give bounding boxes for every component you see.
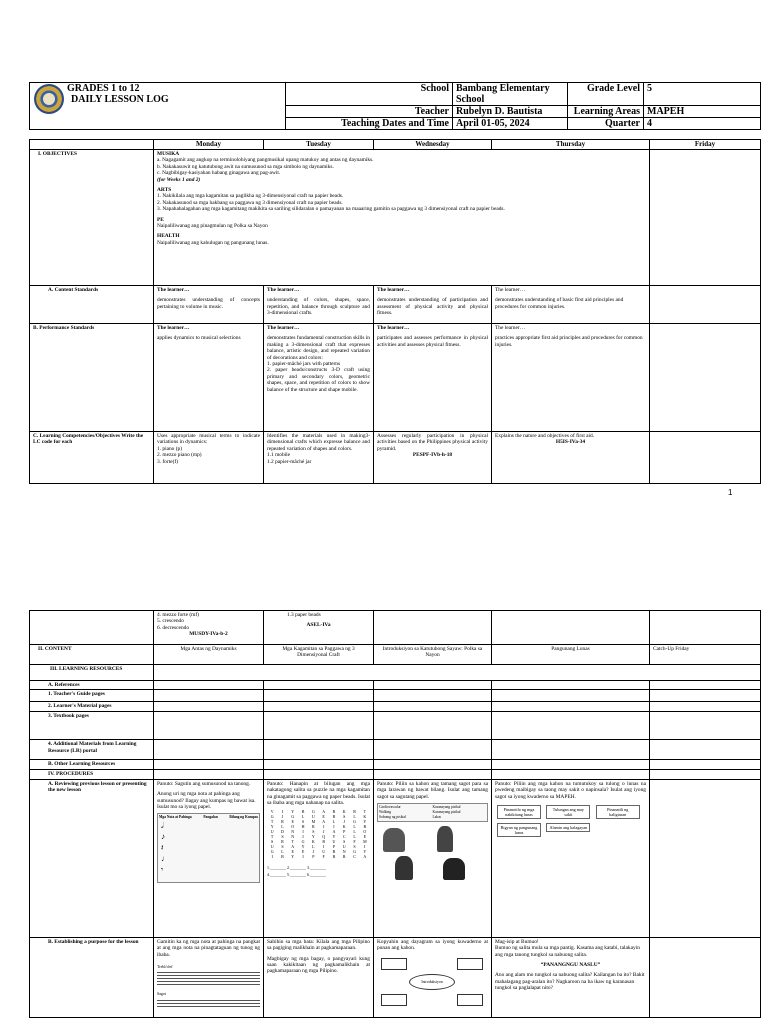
puzzle-letter: J — [322, 829, 325, 835]
puzzle-letter: S — [281, 844, 284, 850]
puzzle-letter: J — [343, 819, 346, 825]
puzzle-letter: I — [302, 829, 304, 835]
puzzle-letter: N — [342, 849, 346, 855]
puzzle-letter: G — [270, 814, 274, 820]
puzzle-letter: Y — [332, 834, 336, 840]
notes-table-image — [157, 813, 260, 883]
health-heading: HEALTH — [157, 233, 180, 240]
quarter-label: Quarter — [568, 118, 644, 130]
puzzle-letter: P — [343, 829, 346, 835]
competency-item: 1.3 paper beads — [287, 612, 321, 618]
activity-pictures — [377, 826, 488, 884]
the-learner-label: The learner… — [267, 325, 300, 331]
puzzle-letter: N — [291, 829, 295, 835]
puzzle-letter: L — [353, 824, 356, 830]
arts-heading: ARTS — [157, 187, 172, 194]
puzzle-letter: I — [271, 854, 273, 860]
performance-standard-item: 2. paper beads/constructs 3-D craft using primary and secondary colors, geometric shapes, space, and repetition of colors to show balance of the structure and shape mobile. — [267, 367, 370, 393]
grade-level-label: Grade Level — [568, 83, 644, 106]
teacher-value: Rubelyn D. Bautista — [453, 106, 568, 118]
learning-areas-label: Learning Areas — [568, 106, 644, 118]
purpose-instruction: Mag-isip at Bumuo! — [495, 938, 539, 945]
concept-diagram — [377, 952, 488, 1004]
puzzle-letter: E — [363, 834, 367, 840]
competencies-monday — [154, 432, 264, 484]
competency-item: 3. forte(f) — [157, 458, 178, 465]
objectives-friday — [650, 150, 761, 286]
puzzle-letter: H — [301, 824, 305, 830]
puzzle-letter: P — [312, 854, 315, 860]
puzzle-letter: G — [311, 809, 315, 815]
purpose-friday — [650, 937, 761, 1017]
puzzle-letter: G — [353, 819, 356, 825]
puzzle-letter: Y — [301, 844, 305, 850]
performance-standards-monday — [154, 324, 264, 432]
person-figure-icon — [383, 828, 405, 852]
arts-item: 2. Nakakasunod sa mga hakbang sa paggawa ng 3 dimensiyonal craft na papier beads. — [157, 199, 343, 206]
puzzle-letter: S — [312, 829, 315, 835]
procedures-label: IV. PROCEDURES — [30, 770, 154, 779]
school-label: School — [286, 83, 453, 106]
the-learner-label: The learner… — [377, 325, 410, 331]
puzzle-letter: Q — [322, 834, 326, 840]
puzzle-letter: E — [291, 849, 294, 855]
competency-text: Explains the nature and objectives of first aid. — [495, 433, 595, 439]
notes-col-header: Bilang ng Kumpas — [229, 815, 258, 820]
additional-materials-label: 4. Additional Materials from Learning Resource (LR) portal — [30, 740, 154, 760]
puzzle-letter: L — [353, 814, 356, 820]
staff-label: Sagot — [157, 991, 167, 997]
puzzle-letter: A — [363, 854, 367, 860]
puzzle-letter: M — [363, 839, 367, 845]
day-header-thursday: Thursday — [492, 140, 650, 150]
puzzle-letter: S — [353, 844, 356, 850]
puzzle-letter: L — [281, 849, 284, 855]
review-question: Anong uri ng mga nota at pahinga ang sumusunod? Ilagay ang kumpas ng bawat isa. Isulat mo sa iyong papel. — [157, 791, 256, 811]
scrambled-word: “PANANGNGU NASLU” — [540, 962, 601, 969]
puzzle-letter: S — [281, 834, 284, 840]
notes-col-header: Pangalan — [203, 815, 218, 820]
puzzle-letter: A — [291, 844, 295, 850]
content-standards-friday — [650, 286, 761, 324]
purpose-instruction: Sabihin sa mga bata: Kilala ang mga Pilipino sa pagiging malikhain at pagkamaparaan. — [267, 938, 370, 952]
resources-row — [154, 665, 761, 681]
diagram-box — [457, 994, 483, 1006]
dates-label: Teaching Dates and Time — [286, 118, 453, 130]
performance-standards-wednesday — [374, 324, 492, 432]
competency-item: 5. crescendo — [157, 618, 184, 625]
review-wednesday — [374, 779, 492, 937]
pe-item: Naipaliliwanag ang pinagmulan ng Polka sa Nayon — [157, 223, 268, 230]
puzzle-letter: A — [322, 819, 326, 825]
person-figure-icon — [395, 856, 413, 880]
puzzle-letter: Y — [270, 824, 274, 830]
puzzle-letter: R — [332, 854, 336, 860]
content-standards-label: A. Content Standards — [30, 286, 154, 324]
the-learner-label: The learner… — [495, 287, 526, 293]
content-standard-text: demonstrates understanding of participation and assessment of physical activity and physical fitness. — [377, 297, 488, 317]
puzzle-letter: B — [332, 849, 336, 855]
competencies-friday — [650, 432, 761, 484]
answer-bubble: Alamin ang kalagayan — [546, 823, 590, 832]
puzzle-letter: C — [353, 854, 356, 860]
header-table — [29, 82, 761, 130]
puzzle-letter: S — [271, 839, 274, 845]
corner-cell — [30, 140, 154, 150]
review-friday — [650, 779, 761, 937]
continuation-monday — [154, 611, 264, 645]
choice-text: Sobrang ng pisikal — [379, 815, 406, 820]
performance-standards-friday — [650, 324, 761, 432]
staff-label: Trebl/clef — [157, 964, 173, 970]
puzzle-letter: B — [322, 839, 325, 845]
puzzle-letter: I — [281, 809, 284, 815]
competency-item: 2. mezzo piano (mp) — [157, 452, 202, 459]
puzzle-letter: D — [281, 829, 284, 835]
puzzle-letter: U — [311, 814, 315, 820]
grade-level-value: 5 — [644, 83, 761, 106]
competency-code: ASEL-IVa — [306, 622, 331, 629]
puzzle-letter: K — [311, 839, 315, 845]
puzzle-letter: L — [281, 824, 284, 830]
textbook-label: 3. Textbook pages — [30, 712, 154, 740]
puzzle-letter: Y — [363, 849, 367, 855]
puzzle-letter: J — [281, 814, 284, 820]
puzzle-letter: I — [322, 844, 325, 850]
continuation-label — [30, 611, 154, 645]
competency-code: MUSDY-IVa-b-2 — [189, 631, 228, 638]
puzzle-letter: G — [270, 849, 274, 855]
performance-standard-text: applies dynamics to musical selections — [157, 335, 241, 342]
puzzle-letter: L — [332, 819, 336, 825]
puzzle-letter: E — [322, 814, 325, 820]
person-figure-icon — [443, 858, 465, 880]
notes-col-header: Mga Nota at Pahinga — [159, 815, 192, 820]
diagram-box — [381, 958, 407, 970]
references-label: A. References — [30, 681, 154, 690]
performance-standard-item: 1. papier-mâché jars with patterns — [267, 361, 341, 368]
puzzle-letter: T — [270, 834, 274, 840]
puzzle-letter: L — [312, 844, 315, 850]
purpose-label: B. Establishing a purpose for the lesson — [30, 937, 154, 1017]
review-monday — [154, 779, 264, 937]
answer-choice-box — [377, 803, 488, 822]
puzzle-letter: S — [343, 839, 346, 845]
competency-item: 1.1 mobile — [267, 452, 291, 459]
day-header-wednesday: Wednesday — [374, 140, 492, 150]
learners-material-label: 2. Learner's Material pages — [30, 702, 154, 712]
competency-text: Assesses regularly participation in physical activities based on the Philippines physical activity pyramid. — [377, 433, 488, 452]
puzzle-letter: R — [363, 824, 367, 830]
puzzle-letter: F — [322, 854, 325, 860]
puzzle-letter: Y — [291, 854, 295, 860]
musika-item: c. Nagbibigay-kasiyahan habang ginagawa ang pag-awit. — [157, 170, 281, 177]
puzzle-letter: R — [281, 839, 284, 845]
musika-item: a. Nagagamit ang angkop na terminolohiyang pangmusikal upang matukoy ang antas ng daynamiks. — [157, 157, 374, 164]
content-standards-tuesday — [264, 286, 374, 324]
the-learner-label: The learner… — [377, 287, 410, 293]
the-learner-label: The learner… — [495, 325, 526, 331]
competencies-wednesday — [374, 432, 492, 484]
lesson-table-page2 — [29, 610, 761, 1018]
review-instruction: Panuto: Piliin ang mga kahon na tumutukoy sa tulong o lunas na pwedeng maibigay sa taong may sakit o napinsala? Isulat ang iyong sagot sa iyong kwaderno sa MAPEH. — [495, 780, 646, 800]
review-instruction: Panuto: Hanapin at bilugan ang mga nakatagong salita sa puzzle na mga kagamitan na ginagamit sa paggawa ng paper beads. Isulat sa ibaba ang mga nahanap na salita. — [267, 780, 370, 807]
puzzle-letter: K — [363, 814, 367, 820]
purpose-wednesday — [374, 937, 492, 1017]
puzzle-letter: M — [311, 819, 316, 825]
competency-item: 6. decrescendo — [157, 624, 190, 631]
competency-item: 1.2 papier-mâché jar — [267, 458, 312, 465]
content-standards-wednesday — [374, 286, 492, 324]
page-number: 1 — [728, 488, 733, 497]
competency-code: H5IS-IVa-34 — [555, 439, 586, 446]
puzzle-letter: U — [322, 849, 326, 855]
objectives-label: I. OBJECTIVES — [30, 150, 154, 286]
puzzle-letter: S — [343, 814, 346, 820]
content-friday: Catch-Up Friday — [650, 645, 761, 665]
puzzle-letter: R — [342, 854, 346, 860]
continuation-thursday — [492, 611, 650, 645]
musika-note: (for Weeks 1 and 2) — [157, 176, 201, 183]
choice-text: Kasanayang pisikal — [432, 810, 461, 815]
content-thursday: Pangunang Lunas — [492, 645, 650, 665]
puzzle-letter: I — [333, 824, 335, 830]
puzzle-letter: O — [363, 829, 367, 835]
content-label: II. CONTENT — [30, 645, 154, 665]
puzzle-letter: R — [281, 819, 284, 825]
quarter-value: 4 — [644, 118, 761, 130]
puzzle-letter: U — [270, 829, 274, 835]
puzzle-letter: G — [291, 814, 295, 820]
puzzle-letter: F — [353, 839, 356, 845]
answer-bubble: Pinanatili ng kaligtasan — [596, 805, 640, 819]
content-monday: Mga Antas ng Daynamiks — [154, 645, 264, 665]
puzzle-letter: L — [301, 814, 305, 820]
competency-code: PESPF-IVb-h-18 — [412, 452, 453, 459]
review-thursday — [492, 779, 650, 937]
performance-standards-thursday — [492, 324, 650, 432]
word-search-puzzle — [267, 809, 370, 859]
performance-standards-label: B. Performance Standards — [30, 324, 154, 432]
performance-standards-tuesday — [264, 324, 374, 432]
health-item: Naipaliliwanag ang kahulugan ng pangunang lunas. — [157, 239, 269, 246]
puzzle-letter: P — [332, 844, 336, 850]
purpose-instruction: Kopyahin ang dayagram sa iyong kuwaderno at punan ang kahon. — [377, 938, 488, 952]
puzzle-letter: G — [301, 839, 305, 845]
learning-areas-value: MAPEH — [644, 106, 761, 118]
music-note-glyphs: 𝅗𝅥 ♪ 𝄽 ♩ 𝄾 — [161, 821, 169, 875]
school-value: Bambang Elementary School — [453, 83, 568, 106]
choice-text: Kasanayang pisikal — [432, 805, 461, 810]
teacher-label: Teacher — [286, 106, 453, 118]
puzzle-letter: E — [291, 819, 294, 825]
continuation-wednesday — [374, 611, 492, 645]
purpose-question: Bumuo ng salita mula sa mga pantig. Kasama ang katabi, talakayin ang mga tanong tungkol sa nabuong salita. — [495, 945, 640, 958]
competency-item: 1. piano (p) — [157, 445, 183, 452]
choice-text: Lakas — [432, 815, 442, 820]
content-standards-monday — [154, 286, 264, 324]
puzzle-letter: B — [301, 809, 305, 815]
puzzle-letter: U — [332, 839, 336, 845]
puzzle-letter: T — [291, 839, 294, 845]
purpose-monday — [154, 937, 264, 1017]
answer-bubbles — [495, 803, 646, 839]
diagram-center-oval: Introduksiyon — [409, 974, 455, 990]
the-learner-label: The learner… — [157, 287, 190, 293]
review-tuesday — [264, 779, 374, 937]
puzzle-letter: C — [342, 834, 346, 840]
content-standard-text: demonstrates understanding of concepts pertaining to volume in music. — [157, 297, 260, 310]
puzzle-letter: J — [312, 849, 315, 855]
puzzle-letter: G — [353, 849, 356, 855]
dates-value: April 01-05, 2024 — [453, 118, 568, 130]
continuation-tuesday — [264, 611, 374, 645]
purpose-thursday — [492, 937, 650, 1017]
content-standards-thursday — [492, 286, 650, 324]
puzzle-letter: I — [302, 854, 304, 860]
competency-item: 4. mezzo forte (mf) — [157, 612, 199, 618]
purpose-instruction: Gamitin ka ng mga nota at pahinga na pangkat at ang mga nota na pinagtataguan ng tunog ng ibaba. — [157, 938, 260, 958]
puzzle-letter: N — [291, 834, 295, 840]
musika-item: b. Nakakasuwit ng katutubong awit na sumusunod sa mga simbolo ng daynamiks. — [157, 163, 334, 170]
staff-image — [157, 964, 260, 1007]
content-tuesday: Mga Kagamitan sa Paggawa ng 3 Dimensiyonal Craft — [264, 645, 374, 665]
puzzle-letter: A — [322, 809, 326, 815]
competencies-label: C. Learning Competencies/Objectives Write the LC code for each — [30, 432, 154, 484]
puzzle-letter: E — [301, 849, 305, 855]
puzzle-letter: K — [342, 824, 346, 830]
competencies-thursday — [492, 432, 650, 484]
puzzle-letter: K — [342, 809, 346, 815]
teachers-guide-label: 1. Teacher's Guide pages — [30, 690, 154, 702]
puzzle-letter: L — [353, 834, 356, 840]
competency-text: Uses appropriate musical terms to indicate variations in dynamics: — [157, 433, 260, 446]
puzzle-letter: U — [342, 844, 346, 850]
pe-heading: PE — [157, 216, 164, 223]
continuation-friday — [650, 611, 761, 645]
puzzle-letter: B — [281, 854, 284, 860]
puzzle-letter: V — [270, 809, 274, 815]
competency-text: Identifies the materials used in making3-dimensional crafts which expresse balance and repeated variation of shapes and colors. — [267, 433, 370, 452]
answer-lines: 1.________ 2.________ 3.________ 4.________ 5.________ 6.________ — [267, 865, 326, 877]
purpose-question: Magbigay ng mga bagay, o pangyayari kung saan kakikitaan ng pagkamalikhain at pagkamaparaan ng mga Pilipino. — [267, 955, 370, 975]
puzzle-letter: Y — [291, 809, 295, 815]
grade-title: GRADES 1 to 12 — [67, 83, 140, 94]
content-wednesday: Introduksiyon sa Katutubong Sayaw: Polka sa Nayon — [374, 645, 492, 665]
competencies-tuesday — [264, 432, 374, 484]
resources-label: III. LEARNING RESOURCES — [30, 665, 154, 681]
choice-text: Cardiovascular — [379, 805, 401, 810]
puzzle-letter: T — [270, 819, 274, 825]
day-header-monday: Monday — [154, 140, 264, 150]
puzzle-letter: J — [322, 824, 325, 830]
diagram-box — [381, 994, 407, 1006]
puzzle-letter: Y — [363, 819, 367, 825]
answer-bubble: Bigyan ng pangunang lunas — [497, 823, 541, 837]
puzzle-letter: U — [270, 844, 274, 850]
musika-heading: MUSIKA — [157, 151, 180, 157]
content-standard-text: demonstrates understanding of basic first aid principles and procedures for common injuries. — [495, 297, 624, 310]
puzzle-letter: O — [291, 824, 295, 830]
header-title-cell — [30, 83, 286, 130]
performance-standard-text: demonstrates fundamental construction skills in making a 3-dimensional craft that expresses balance, artistic design, and repeated variation of decorations and colors: — [267, 335, 371, 361]
puzzle-letter: R — [353, 809, 356, 815]
puzzle-letter: A — [332, 829, 336, 835]
puzzle-letter: L — [353, 829, 356, 835]
puzzle-letter: S — [301, 819, 305, 825]
answer-bubble: Pinanotilo ng mga nakikitang lunas — [497, 805, 541, 819]
day-header-tuesday: Tuesday — [264, 140, 374, 150]
answer-bubble: Tulungan ang may sakit — [546, 805, 590, 819]
puzzle-letter: I — [364, 844, 366, 850]
the-learner-label: The learner… — [157, 325, 190, 331]
lesson-table-page1 — [29, 139, 761, 484]
purpose-question: Ano ang alam mo tungkol sa nabuong salita? Kailangan ba ito? Bakit mahalagang pag-aralan ito? Nagkaroon na ba ikaw ng karanasan tungkol sa paglalapat nito? — [495, 972, 645, 992]
arts-item: 3. Napahahalagahan ang mga kagamitang makikita sa sariling silidaralan o pamayanan na maaaring gamitin sa paggawa ng 3 dimensiyonal craft na papier beads. — [157, 206, 505, 213]
purpose-tuesday — [264, 937, 374, 1017]
puzzle-letter: Y — [311, 834, 315, 840]
log-title: DAILY LESSON LOG — [71, 94, 169, 105]
performance-standard-text: participates and assesses performance in physical activities and assesses physical fitness. — [377, 335, 488, 348]
review-instruction: Panuto: Sagutin ang sumusunod na tanong. — [157, 780, 251, 787]
other-resources-label: B. Other Learning Resources — [30, 760, 154, 770]
puzzle-letter: R — [332, 814, 336, 820]
choice-text: Walking — [379, 810, 392, 815]
objectives-content — [154, 150, 650, 286]
performance-standard-text: practices appropriate first aid principles and procedures for common injuries. — [495, 335, 643, 348]
puzzle-letter: T — [363, 809, 367, 815]
the-learner-label: The learner… — [267, 287, 300, 293]
review-label: A. Reviewing previous lesson or presenting the new lesson — [30, 779, 154, 937]
person-figure-icon — [437, 826, 453, 852]
review-instruction: Panuto: Piliin sa kahon ang tamang sagot para sa mga larawan ng bawat bilang. Isulat ang tamang sagot sa sagutang papel. — [377, 780, 488, 800]
puzzle-letter: R — [312, 824, 315, 830]
diagram-box — [457, 958, 483, 970]
puzzle-letter: R — [332, 809, 336, 815]
day-header-friday: Friday — [650, 140, 761, 150]
puzzle-letter: I — [302, 834, 304, 840]
content-standard-text: understanding of colors, shapes, space, repetition, and balance through sculpture and 3-dimensional crafts. — [267, 297, 370, 317]
arts-item: 1. Nakikilala ang mga kagamitan sa paglikha ng 3-dimensiyonal craft na papier beads. — [157, 193, 344, 200]
